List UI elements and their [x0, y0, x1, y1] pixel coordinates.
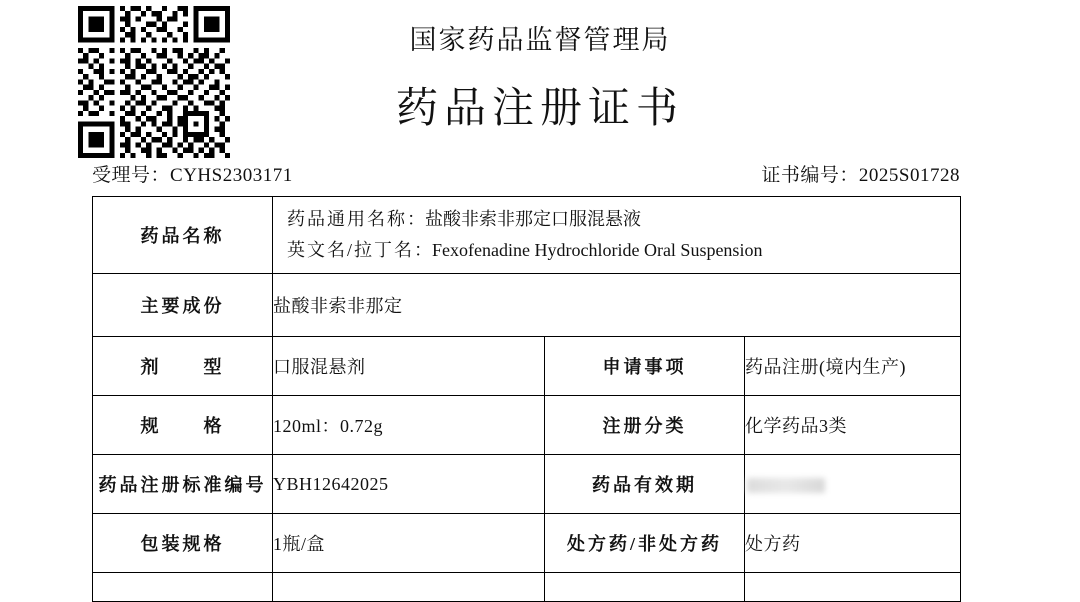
certificate-number-value: 2025S01728 [858, 165, 960, 186]
generic-name-sep: ： [407, 208, 425, 229]
issuing-agency: 国家药品监督管理局 [409, 25, 671, 55]
validity-value-cell [745, 455, 961, 514]
approval-number-value: YBH12642025 [273, 455, 545, 514]
acceptance-number-label: 受理号： [92, 165, 171, 186]
redacted-validity [747, 478, 825, 493]
english-name-sep: ： [414, 240, 433, 260]
main-ingredient-value: 盐酸非索非那定 [273, 274, 961, 337]
main-ingredient-label: 主要成份 [93, 274, 273, 337]
english-name-line [287, 235, 960, 267]
english-name-label: 英文名/拉丁名 [287, 240, 415, 260]
certificate-number [761, 160, 960, 187]
table-row [93, 337, 961, 396]
generic-name-line [287, 204, 960, 236]
specification-label: 规 格 [93, 396, 273, 455]
table-row [93, 514, 961, 573]
rx-type-label: 处方药/非处方药 [545, 514, 745, 573]
registration-class-label: 注册分类 [545, 396, 745, 455]
acceptance-number-value: CYHS2303171 [170, 165, 293, 186]
package-spec-value: 1瓶/盒 [273, 514, 545, 573]
table-row [93, 396, 961, 455]
table-row [93, 455, 961, 514]
application-item-value: 药品注册(境内生产) [745, 337, 961, 396]
dosage-form-label: 剂 型 [93, 337, 273, 396]
table-row-partial [93, 573, 961, 602]
acceptance-number [92, 160, 293, 187]
next-row-label-cell [93, 573, 273, 602]
table-row [93, 274, 961, 337]
english-name-value: Fexofenadine Hydrochloride Oral Suspension [432, 240, 763, 260]
next-row-value-cell [273, 573, 545, 602]
next-row-label-cell-2 [545, 573, 745, 602]
certificate-table [92, 196, 961, 602]
rx-type-value: 处方药 [745, 514, 961, 573]
approval-number-label: 药品注册标准编号 [93, 455, 273, 514]
certificate-number-label: 证书编号： [761, 165, 859, 186]
generic-name-value: 盐酸非索非那定口服混悬液 [425, 208, 641, 229]
drug-name-label: 药品名称 [93, 197, 273, 274]
application-item-label: 申请事项 [545, 337, 745, 396]
validity-label: 药品有效期 [545, 455, 745, 514]
package-spec-label: 包装规格 [93, 514, 273, 573]
registration-class-value: 化学药品3类 [745, 396, 961, 455]
drug-name-value-cell [273, 197, 961, 274]
next-row-value-cell-2 [745, 573, 961, 602]
generic-name-label: 药品通用名称 [287, 208, 407, 229]
document-header [0, 0, 1080, 135]
specification-value: 120ml：0.72g [273, 396, 545, 455]
page-title: 药品注册证书 [395, 86, 684, 132]
table-row [93, 197, 961, 274]
reference-row [92, 160, 960, 187]
dosage-form-value: 口服混悬剂 [273, 337, 545, 396]
